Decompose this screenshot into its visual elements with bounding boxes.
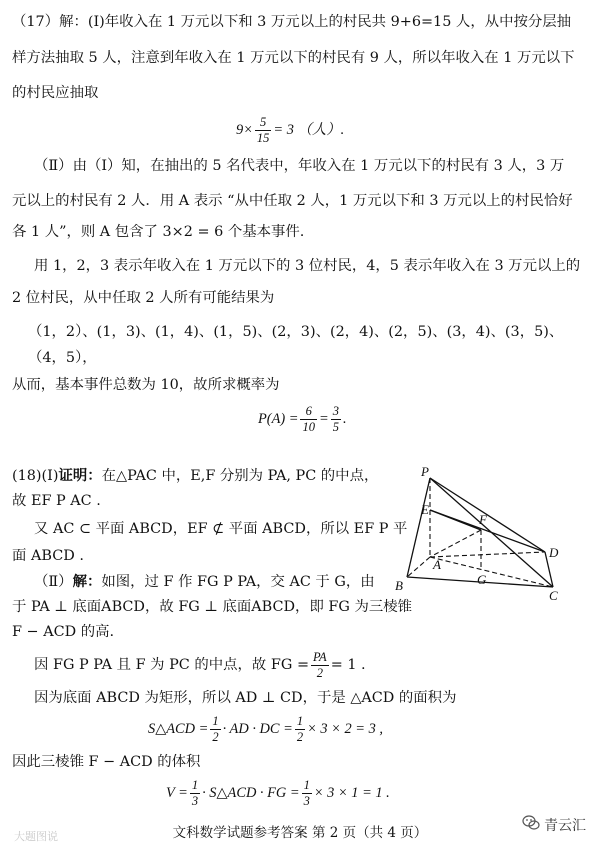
eq3-fraction-b — [295, 714, 305, 745]
l8-suffix: = 1 . — [330, 657, 366, 673]
label-B: B — [395, 578, 403, 593]
label-E: E — [421, 502, 429, 517]
wechat-icon — [522, 815, 540, 835]
eq4a-denominator: 3 — [191, 794, 199, 809]
p17-line-10: （4，5）， — [28, 350, 97, 366]
eq1-prefix: 9× — [236, 122, 253, 138]
p17-line-9: （1，2）、(1，3)、(1，4)、(1，5)、(2，3)、(2，4)、(2，5)、(3，4)、(3，5)、 — [28, 324, 564, 340]
page-footer: 文科数学试题参考答案 第 2 页（共 4 页） — [172, 825, 428, 841]
p18-line-3: 又 AC ⊂ 平面 ABCD，EF ⊄ 平面 ABCD，所以 EF P 平 — [34, 521, 408, 537]
eq3-suffix: × 3 × 2 = 3 , — [307, 721, 383, 737]
p17-equation-2 — [258, 402, 347, 436]
p18-equation-3 — [148, 712, 383, 746]
eq3-fraction-a — [210, 714, 220, 745]
eq2-fraction-b — [331, 404, 341, 435]
eq1-denominator: 15 — [256, 131, 270, 146]
brand-name: 青云汇 — [544, 818, 586, 834]
l8-fraction — [311, 650, 329, 681]
eq3a-denominator: 2 — [212, 730, 219, 745]
label-F: F — [479, 512, 487, 527]
p18-equation-4 — [166, 776, 390, 810]
eq2-period: . — [342, 411, 347, 427]
label-C: C — [549, 588, 558, 602]
p18-number: (18)(Ⅰ) — [12, 468, 59, 484]
eq2-prefix: P(A) = — [258, 411, 299, 427]
p18-line-1 — [12, 466, 378, 486]
eq3-prefix: S△ACD = — [148, 721, 209, 737]
p17-line-2: 样方法抽取 5 人，注意到年收入在 1 万元以下的村民有 9 人，所以年收入在 1 万元以下 — [12, 50, 575, 66]
eq1-numerator: 5 — [255, 115, 272, 131]
eq2a-denominator: 10 — [302, 420, 315, 435]
eq4-middle: · S△ACD · FG = — [202, 785, 300, 801]
p18-solution-label: 解： — [72, 573, 102, 590]
p17-line-3: 的村民应抽取 — [12, 85, 99, 101]
label-P: P — [421, 464, 429, 479]
p17-line-11: 从而，基本事件总数为 10，故所求概率为 — [12, 377, 280, 393]
eq4-fraction-a — [190, 778, 200, 809]
eq1-fraction — [255, 115, 272, 146]
edge-ED — [430, 510, 545, 552]
eq4a-numerator: 1 — [191, 778, 199, 793]
p17-line-5: 元以上的村民有 2 人．用 A 表示 “从中任取 2 人，1 万元以下和 3 万元以上的村民恰好 — [12, 193, 573, 209]
eq4b-numerator: 1 — [303, 778, 310, 793]
p18-line-5 — [34, 572, 375, 592]
eq3b-denominator: 2 — [296, 730, 304, 745]
eq3a-numerator: 1 — [212, 714, 219, 729]
p18-line-1-text: 在△PAC 中，E,F 分别为 PA, PC 的中点， — [101, 468, 379, 484]
label-G: G — [477, 572, 487, 587]
edge-AD — [430, 552, 545, 557]
edge-FA — [430, 530, 481, 557]
p18-line-5-text: 如图，过 F 作 FG P PA，交 AC 于 G，由 — [101, 574, 375, 590]
p17-line-7: 用 1，2，3 表示年收入在 1 万元以下的 3 位村民，4，5 表示年收入在 3 万元以上的 — [34, 258, 581, 274]
p18-line-6: 于 PA ⊥ 底面ABCD，故 FG ⊥ 底面ABCD，即 FG 为三棱锥 — [12, 599, 413, 615]
p18-line-8 — [34, 648, 366, 682]
eq2-equals: = — [318, 411, 329, 427]
label-D: D — [549, 545, 559, 560]
l8-denominator: 2 — [316, 665, 323, 680]
brand-mark — [522, 815, 586, 835]
p17-equation-1 — [236, 113, 344, 147]
p17-line-6: 各 1 人”，则 A 包含了 3×2 = 6 个基本事件. — [12, 224, 305, 240]
eq2b-denominator: 5 — [332, 420, 339, 435]
label-A: A — [433, 557, 441, 572]
p18-line-9: 因为底面 ABCD 为矩形，所以 AD ⊥ CD，于是 △ACD 的面积为 — [34, 690, 457, 706]
p18-line-7: F − ACD 的高. — [12, 624, 115, 640]
edge-PB — [407, 478, 430, 577]
eq4-fraction-b — [302, 778, 312, 809]
eq4-prefix: V = — [166, 785, 188, 801]
eq2b-numerator: 3 — [332, 404, 339, 419]
p18-proof-label: 证明： — [58, 467, 102, 484]
l8-prefix: 因 FG P PA 且 F 为 PC 的中点，故 FG = — [34, 657, 310, 673]
p18-line-10: 因此三棱锥 F − ACD 的体积 — [12, 754, 201, 770]
eq1-suffix: = 3 （人）. — [273, 122, 345, 138]
p18-line-4: 面 ABCD . — [12, 548, 84, 564]
l8-numerator: PA — [313, 649, 327, 664]
eq2a-numerator: 6 — [300, 404, 317, 420]
p18-line-2: 故 EF P AC . — [12, 493, 101, 509]
eq4b-denominator: 3 — [303, 794, 310, 809]
p17-line-8: 2 位村民，从中任取 2 人所有可能结果为 — [12, 290, 275, 306]
eq4-suffix: × 3 × 1 = 1 . — [313, 785, 390, 801]
eq3-middle: · AD · DC = — [222, 721, 293, 737]
p17-line-4: （Ⅱ）由（Ⅰ）知，在抽出的 5 名代表中，年收入在 1 万元以下的村民有 3 人，3 万 — [34, 158, 565, 174]
eq3b-numerator: 1 — [296, 714, 304, 729]
watermark-text: 大题图说 — [14, 830, 58, 843]
edge-PD — [430, 478, 545, 552]
eq2-fraction-a — [300, 404, 317, 435]
pyramid-figure — [385, 462, 575, 602]
p18-part-2: （Ⅱ） — [34, 574, 73, 590]
p17-line-1: （17）解：(Ⅰ)年收入在 1 万元以下和 3 万元以上的村民共 9+6=15 人，从中按分层抽 — [12, 14, 572, 30]
